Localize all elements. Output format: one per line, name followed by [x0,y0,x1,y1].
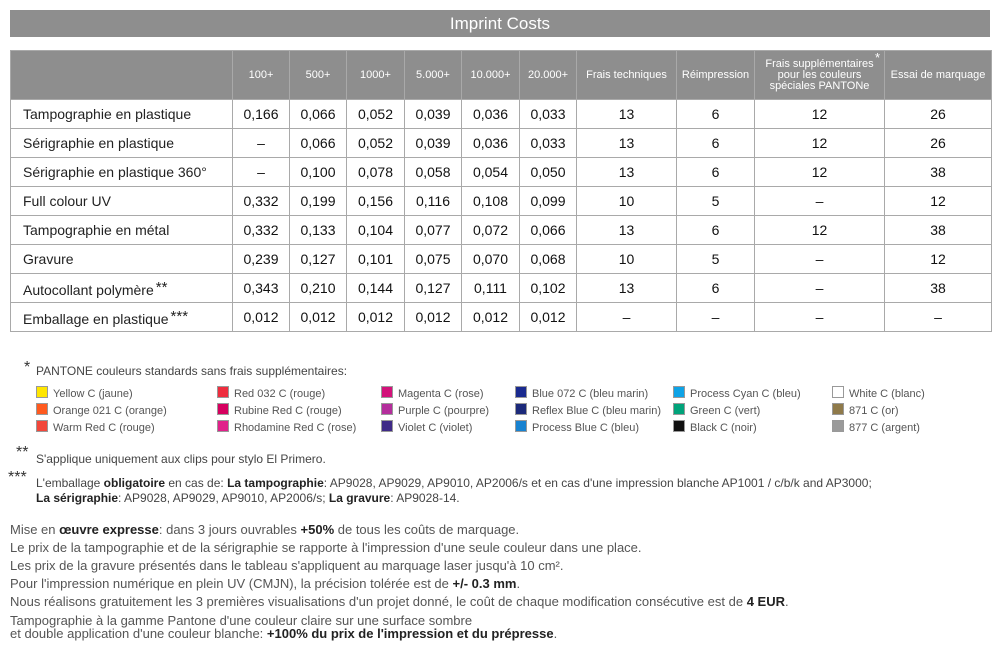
table-cell: 0,058 [405,158,462,187]
table-cell: 38 [885,216,992,245]
column-header: 5.000+ [405,51,462,100]
table-cell: 6 [677,129,755,158]
table-cell: 0,133 [290,216,347,245]
column-header: Frais techniques [577,51,677,100]
color-swatch [832,403,844,415]
table-cell: 0,066 [290,100,347,129]
table-cell: 0,210 [290,274,347,303]
text: : AP9028, AP9029, AP9010, AP2006/s et en cas d'une impression blanche AP1001 / c/b/k and AP3000; [323,476,872,490]
footnote-packaging [36,476,872,506]
pantone-color-item [381,420,472,434]
table-cell: 0,036 [462,129,520,158]
table-cell: 0,166 [233,100,290,129]
table-cell: 0,101 [347,245,405,274]
row-label [11,187,233,216]
table-cell: 0,077 [405,216,462,245]
row-label-text: Tampographie en plastique [23,106,192,122]
color-name: Rubine Red C (rouge) [234,405,342,417]
table-cell: 0,127 [405,274,462,303]
color-name: Green C (vert) [690,405,761,417]
text-bold: La gravure [328,491,391,505]
text-bold: La tampographie [227,476,324,490]
row-label [11,100,233,129]
text: Pour l'impression numérique en plein UV (CMJN), la précision tolérée est de [10,576,453,591]
pantone-color-item [381,403,489,417]
table-cell: 0,054 [462,158,520,187]
table-cell: – [885,303,992,332]
color-swatch [515,420,527,432]
text: Mise en [10,522,60,537]
table-cell: 12 [755,158,885,187]
table-cell: 0,104 [347,216,405,245]
color-name: Red 032 C (rouge) [234,388,326,400]
text-bold: +/- 0.3 mm [452,576,517,591]
row-label [11,216,233,245]
table-cell: – [233,129,290,158]
table-cell: 0,033 [520,129,577,158]
pantone-color-item [36,403,167,417]
column-header [11,51,233,100]
color-swatch [515,386,527,398]
footnote-marker: ** [16,444,29,461]
pantone-color-item [381,386,484,400]
text: : AP9028-14. [390,491,460,505]
footnote-marker: *** [8,469,27,486]
pantone-color-item [217,403,342,417]
color-swatch [515,403,527,415]
table-row [11,274,992,303]
table-cell: – [233,158,290,187]
table-cell: 5 [677,187,755,216]
table-cell: – [755,303,885,332]
table-cell: 13 [577,100,677,129]
table-cell: 0,070 [462,245,520,274]
color-name: Process Cyan C (bleu) [690,388,801,400]
color-name: Warm Red C (rouge) [53,422,155,434]
table-cell: 0,012 [520,303,577,332]
color-swatch [673,403,685,415]
additional-info [10,521,995,640]
color-name: Process Blue C (bleu) [532,422,639,434]
color-name: Orange 021 C (orange) [53,405,167,417]
pantone-color-item [832,420,920,434]
table-row [11,245,992,274]
table-cell: 13 [577,129,677,158]
table-cell: 12 [885,245,992,274]
color-name: 877 C (argent) [849,422,920,434]
table-row [11,187,992,216]
text: . [553,626,558,641]
table-cell: 0,199 [290,187,347,216]
row-label [11,129,233,158]
table-cell: 0,111 [462,274,520,303]
table-row [11,216,992,245]
table-row [11,303,992,332]
table-cell: 13 [577,158,677,187]
pantone-color-item [217,386,325,400]
table-cell: 0,036 [462,100,520,129]
column-header: 10.000+ [462,51,520,100]
table-cell: 0,239 [233,245,290,274]
column-header-pantone [755,51,885,100]
color-swatch [36,386,48,398]
text: en cas de: [165,476,228,490]
table-cell: 0,012 [290,303,347,332]
table-cell: 0,078 [347,158,405,187]
color-name: 871 C (or) [849,405,899,417]
table-cell: 0,332 [233,187,290,216]
column-header: Essai de marquage [885,51,992,100]
text: de tous les coûts de marquage. [334,522,520,537]
pantone-color-item [832,386,925,400]
column-header: 1000+ [347,51,405,100]
color-swatch [217,386,229,398]
table-cell: 6 [677,158,755,187]
pantone-heading: PANTONE couleurs standards sans frais supplémentaires: [36,364,348,378]
color-swatch [832,420,844,432]
text-bold: 4 EUR [746,594,785,609]
table-row [11,158,992,187]
footnote-marker: * [24,359,31,376]
color-swatch [36,420,48,432]
pantone-color-list [36,386,996,434]
table-cell: 0,039 [405,100,462,129]
table-cell: 0,099 [520,187,577,216]
row-label-text: Gravure [23,251,74,267]
pantone-color-item [515,403,661,417]
table-cell: 10 [577,187,677,216]
table-cell: 12 [755,100,885,129]
imprint-costs-table [10,50,992,332]
table-cell: 0,108 [462,187,520,216]
text-bold: +50% [300,522,335,537]
text: : dans 3 jours ouvrables [158,522,301,537]
row-label [11,274,233,303]
table-row [11,100,992,129]
table-cell: 0,052 [347,129,405,158]
row-label-text: Full colour UV [23,193,111,209]
table-cell: 0,116 [405,187,462,216]
column-header: 500+ [290,51,347,100]
table-cell: 0,012 [462,303,520,332]
table-cell: 12 [755,129,885,158]
table-cell: 0,072 [462,216,520,245]
footnote-marker: *** [170,307,189,325]
color-swatch [381,420,393,432]
color-name: Reflex Blue C (bleu marin) [532,405,661,417]
color-name: Rhodamine Red C (rose) [234,422,357,434]
table-cell: 13 [577,216,677,245]
table-cell: 0,012 [347,303,405,332]
pantone-color-item [673,420,757,434]
pantone-color-item [673,386,801,400]
info-line: Le prix de la tampographie et de la sérigraphie se rapporte à l'impression d'une seule couleur dans une place. [10,540,642,555]
column-header-label: Frais supplémentaires pour les couleurs spéciales PANTONe [765,57,874,92]
table-cell: 0,066 [520,216,577,245]
row-label-text: Sérigraphie en plastique [23,135,174,151]
table-cell: – [677,303,755,332]
table-cell: 0,343 [233,274,290,303]
color-swatch [217,420,229,432]
table-cell: 0,068 [520,245,577,274]
table-cell: 26 [885,129,992,158]
color-swatch [673,420,685,432]
table-cell: 0,066 [290,129,347,158]
table-cell: 0,156 [347,187,405,216]
table-cell: 12 [755,216,885,245]
table-cell: – [577,303,677,332]
color-swatch [381,386,393,398]
table-cell: 0,102 [520,274,577,303]
table-cell: 6 [677,100,755,129]
pantone-color-item [832,403,899,417]
pantone-color-item [515,420,639,434]
row-label-text: Emballage en plastique [23,310,169,327]
color-name: Purple C (pourpre) [398,405,490,417]
table-row [11,129,992,158]
pantone-color-item [36,386,133,400]
row-label-text: Tampographie en métal [23,222,170,238]
table-cell: 38 [885,274,992,303]
color-swatch [217,403,229,415]
text-bold: obligatoire [103,476,166,490]
row-label-text: Autocollant polymère [23,281,154,298]
color-name: Blue 072 C (bleu marin) [532,388,649,400]
table-cell: 0,012 [233,303,290,332]
table-cell: 0,332 [233,216,290,245]
color-swatch [832,386,844,398]
table-cell: 6 [677,216,755,245]
footnote-marker: * [874,50,880,65]
page-title: Imprint Costs [10,10,990,37]
table-cell: 0,050 [520,158,577,187]
row-label-text: Sérigraphie en plastique 360° [23,164,207,180]
table-cell: 0,127 [290,245,347,274]
color-name: Yellow C (jaune) [53,388,133,400]
table-cell: 0,075 [405,245,462,274]
pantone-color-item [515,386,648,400]
table-cell: 38 [885,158,992,187]
table-cell: – [755,274,885,303]
table-cell: 26 [885,100,992,129]
column-header: 100+ [233,51,290,100]
text: : AP9028, AP9029, AP9010, AP2006/s; [118,491,329,505]
text-bold: La sérigraphie [36,491,119,505]
color-name: White C (blanc) [849,388,925,400]
table-cell: 10 [577,245,677,274]
text-bold: œuvre expresse [59,522,159,537]
color-swatch [36,403,48,415]
table-cell: 0,052 [347,100,405,129]
text: Nous réalisons gratuitement les 3 premières visualisations d'un projet donné, le coût de chaque modification consécutive est de [10,594,747,609]
table-header-row [11,51,992,100]
footnote-marker: ** [155,278,168,296]
column-header: Réimpression [677,51,755,100]
pantone-color-item [673,403,760,417]
text: L'emballage [36,476,104,490]
color-name: Black C (noir) [690,422,757,434]
table-cell: 0,012 [405,303,462,332]
table-cell: 5 [677,245,755,274]
table-cell: 0,033 [520,100,577,129]
table-cell: 6 [677,274,755,303]
table-cell: 13 [577,274,677,303]
color-swatch [381,403,393,415]
row-label [11,303,233,332]
table-cell: 0,144 [347,274,405,303]
color-name: Magenta C (rose) [398,388,484,400]
table-cell: 0,100 [290,158,347,187]
table-cell: – [755,245,885,274]
text: . [784,594,789,609]
column-header: 20.000+ [520,51,577,100]
color-swatch [673,386,685,398]
text: . [516,576,521,591]
row-label [11,245,233,274]
footnote-clips: S'applique uniquement aux clips pour stylo El Primero. [36,452,326,466]
row-label [11,158,233,187]
text: et double application d'une couleur blanche: [10,626,267,641]
pantone-color-item [217,420,356,434]
info-line: Les prix de la gravure présentés dans le tableau s'appliquent au marquage laser jusqu'à 10 cm². [10,558,564,573]
color-name: Violet C (violet) [398,422,473,434]
table-cell: 12 [885,187,992,216]
table-cell: 0,039 [405,129,462,158]
pantone-color-item [36,420,155,434]
text-bold: +100% du prix de l'impression et du prépresse [266,626,554,641]
info-line: Tampographie à la gamme Pantone d'une couleur claire sur une surface sombre [10,613,473,628]
table-cell: – [755,187,885,216]
